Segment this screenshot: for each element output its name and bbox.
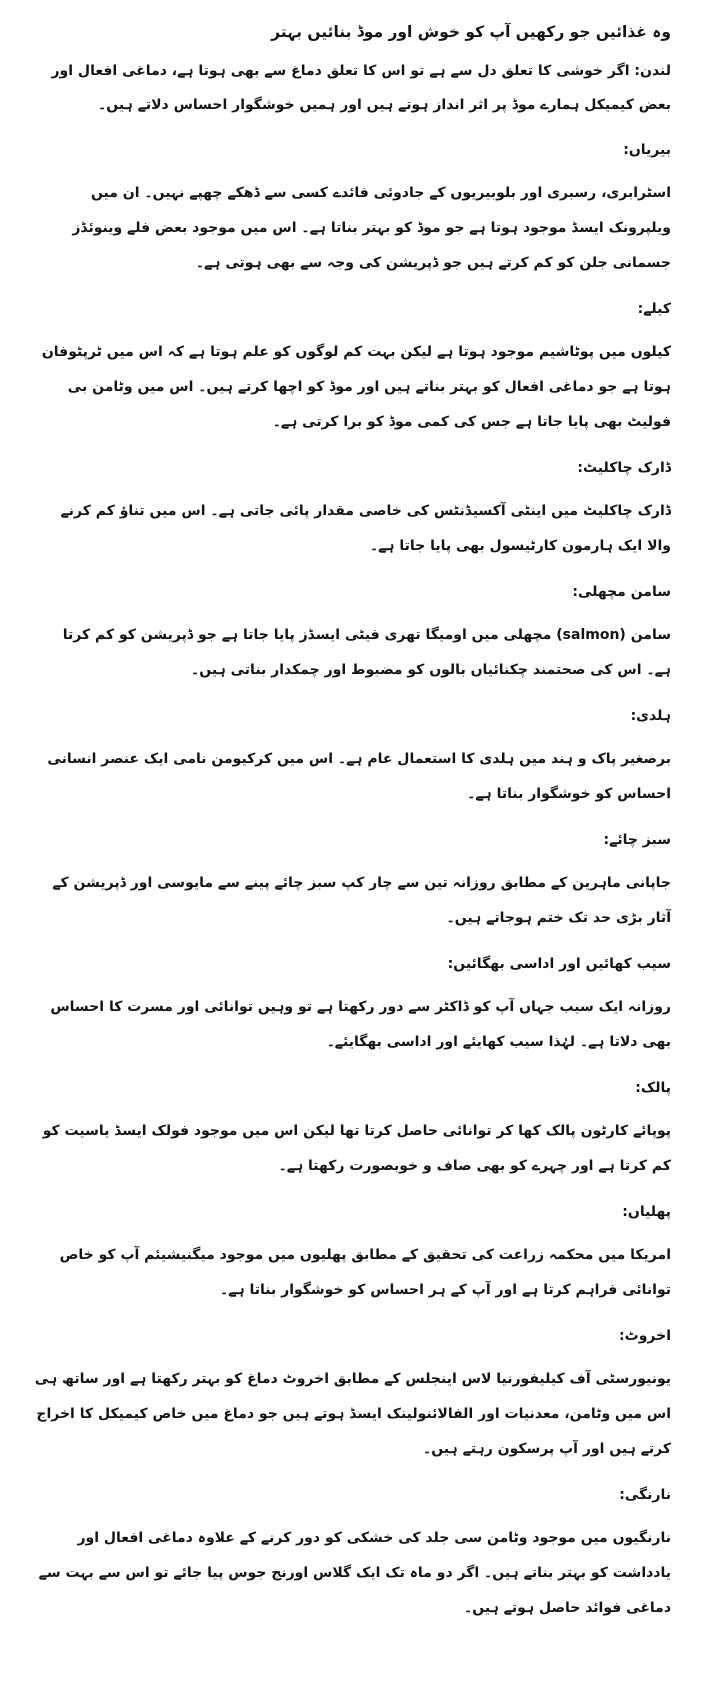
section-text: امریکا میں محکمہ زراعت کی تحقیق کے مطابق پھلیوں میں موجود میگنیشیئم آپ کو خاص توانائی فراہم کرتا ہے اور آپ کے ہر احساس کو خوشگوار بناتا ہے۔ — [59, 1247, 671, 1298]
section-text: اسٹرابری، رسبری اور بلوبیریوں کے جادوئی فائدے کسی سے ڈھکے چھپے نہیں۔ ان میں ویلپرونک ایسڈ موجود ہوتا ہے جو موڈ کو بہتر بناتا ہے۔ اس میں موجود بعض فلے وینوئڈز جسمانی جلن کو کم کرتے ہیں جو ڈپریشن کی وجہ سے بھی ہوتی ہے۔ — [72, 185, 671, 271]
section-heading: سیب کھائیں اور اداسی بھگائیں: — [447, 956, 671, 972]
section-orange — [34, 1481, 671, 1626]
section-heading: اخروٹ: — [619, 1328, 671, 1344]
section-text — [34, 618, 671, 688]
section-salmon — [34, 578, 671, 688]
section-text: یونیورسٹی آف کیلیفورنیا لاس اینجلس کے مطابق اخروٹ دماغ کو بہتر رکھتا ہے اور ساتھ ہی اس میں وٹامن، معدنیات اور الفالائنولینک ایسڈ ہوتے ہیں جو دماغ میں خاص کیمیکل کا اخراج کرتے ہیں اور آپ پرسکون رہتے ہیں۔ — [34, 1371, 671, 1457]
section-heading: پالک: — [635, 1080, 671, 1096]
section-text: ڈارک چاکلیٹ میں اینٹی آکسیڈنٹس کی خاصی مقدار پائی جاتی ہے۔ اس میں تناؤ کم کرنے والا ایک ہارمون کارٹیسول بھی پایا جاتا ہے۔ — [60, 503, 671, 554]
section-heading: سبز چائے: — [603, 832, 671, 848]
section-text: جاپانی ماہرین کے مطابق روزانہ تین سے چار کپ سبز چائے پینے سے مایوسی اور ڈپریشن کے آثار بڑی حد تک ختم ہوجاتے ہیں۔ — [52, 875, 671, 926]
section-bananas — [34, 295, 671, 440]
section-text: برصغیر پاک و ہند میں ہلدی کا استعمال عام ہے۔ اس میں کرکیومن نامی ایک عنصر انسانی احساس کو خوشگوار بناتا ہے۔ — [47, 751, 671, 802]
section-text: پوپائے کارٹون پالک کھا کر توانائی حاصل کرتا تھا لیکن اس میں موجود فولک ایسڈ یاسیت کو کم کرتا ہے اور چہرے کو بھی صاف و خوبصورت رکھتا ہے۔ — [42, 1123, 671, 1174]
section-heading: کیلے: — [637, 301, 671, 317]
section-heading: نارنگی: — [619, 1487, 671, 1503]
article-intro: لندن: اگر خوشی کا تعلق دل سے ہے تو اس کا تعلق دماغ سے بھی ہوتا ہے، دماغی افعال اور بعض کیمیکل ہمارے موڈ پر اثر انداز ہوتے ہیں اور ہمیں خوشگوار احساس دلاتے ہیں۔ — [51, 63, 671, 113]
section-text-part: سامن — [625, 627, 671, 643]
section-beans — [34, 1198, 671, 1308]
section-turmeric — [34, 702, 671, 812]
section-dark-chocolate — [34, 454, 671, 564]
section-walnut — [34, 1322, 671, 1467]
section-green-tea — [34, 826, 671, 936]
section-text-part: مچھلی میں اومیگا تھری فیٹی ایسڈز پایا جاتا ہے جو ڈپریشن کو کم کرتا ہے۔ اس کی صحتمند چکنائیاں بالوں کو مضبوط اور چمکدار بناتی ہیں۔ — [62, 627, 671, 678]
section-text: کیلوں میں پوٹاشیم موجود ہوتا ہے لیکن بہت کم لوگوں کو علم ہوتا ہے کہ اس میں ٹرپٹوفان ہوتا ہے جو دماغی افعال کو بہتر بناتے ہیں اور موڈ کو اچھا کرتے ہیں۔ اس میں وٹامن بی فولیٹ بھی پایا جاتا ہے جس کی کمی موڈ کو برا کرتی ہے۔ — [41, 344, 671, 430]
section-heading: بیریاں: — [623, 142, 671, 158]
section-text: نارنگیوں میں موجود وٹامن سی جلد کی خشکی کو دور کرنے کے علاوہ دماغی افعال اور یادداشت کو بہتر بناتے ہیں۔ اگر دو ماہ تک ایک گلاس اورنج جوس پیا جائے تو اس سے بہت سے دماغی فوائد حاصل ہوتے ہیں۔ — [38, 1530, 671, 1616]
section-heading: ہلدی: — [630, 708, 671, 724]
section-apple — [34, 950, 671, 1060]
section-berries — [34, 136, 671, 281]
latin-term: (salmon) — [556, 627, 626, 643]
section-heading: سامن مچھلی: — [572, 584, 671, 600]
section-spinach — [34, 1074, 671, 1184]
section-text: روزانہ ایک سیب جہاں آپ کو ڈاکٹر سے دور رکھتا ہے تو وہیں توانائی اور مسرت کا احساس بھی دلاتا ہے۔ لہٰذا سیب کھایئے اور اداسی بھگایئے۔ — [50, 999, 671, 1050]
article-title: وہ غذائیں جو رکھیں آپ کو خوش اور موڈ بنائیں بہتر — [271, 23, 671, 41]
section-heading: پھلیاں: — [622, 1204, 671, 1220]
section-heading: ڈارک چاکلیٹ: — [577, 460, 671, 476]
